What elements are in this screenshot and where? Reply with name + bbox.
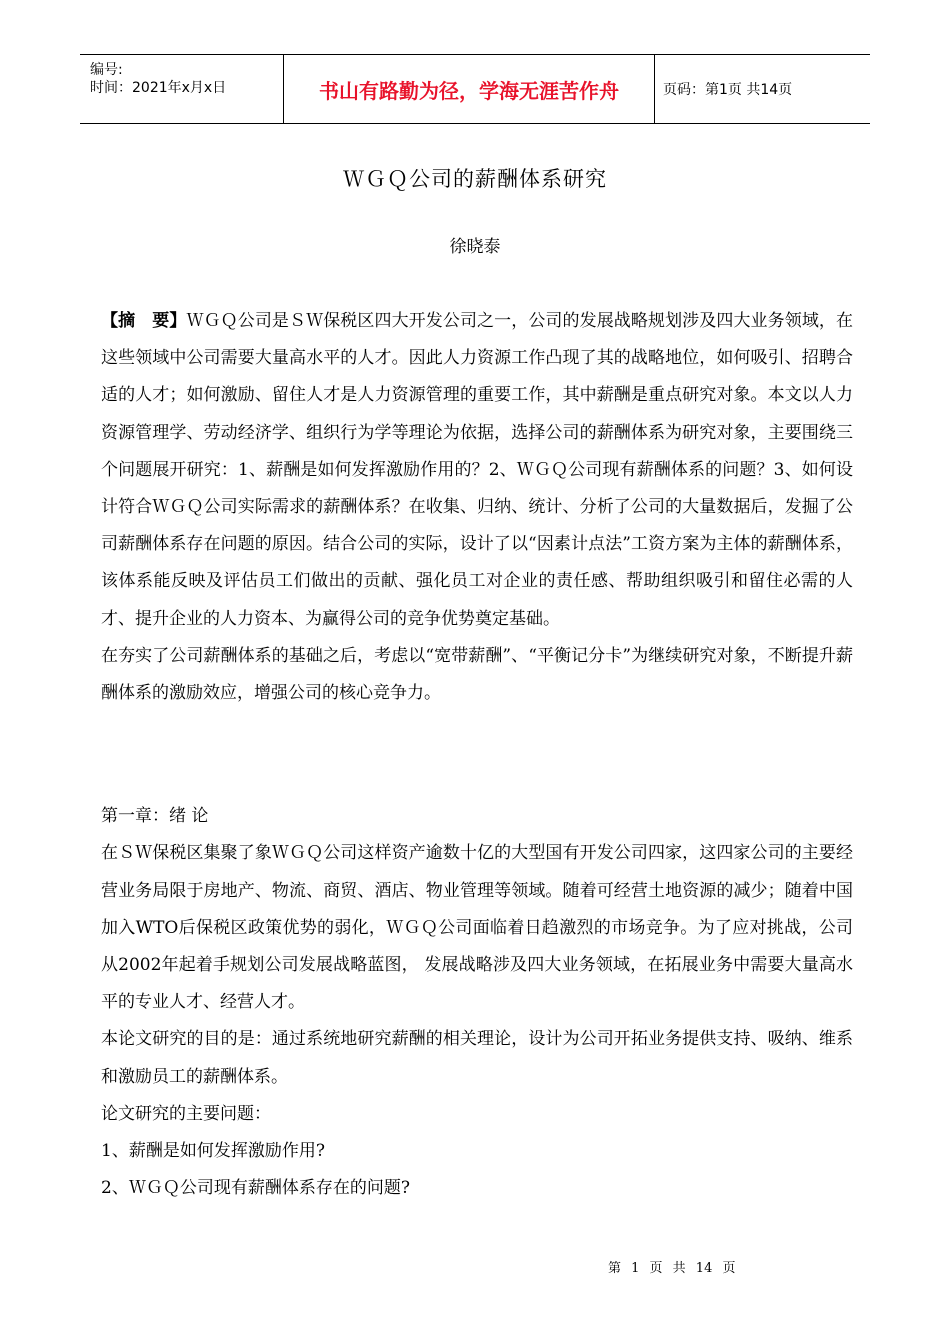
question-item-2: 2、ＷＧＱ公司现有薪酬体系存在的问题? [101, 1178, 410, 1199]
body-paragraph-3: 论文研究的主要问题： [101, 1103, 271, 1124]
document-title: ＷＧＱ公司的薪酬体系研究 [343, 167, 607, 191]
body-paragraph-1: 在ＳＷ保税区集聚了象ＷＧＱ公司这样资产逾数十亿的大型国有开发公司四家，这四家公司的主要经营业务局限于房地产、物流、商贸、酒店、物业管理等领域。随着可经营土地资源的减少；随着中国加入WTO后保税区政策优势的弱化，ＷＧＱ公司面临着日趋激烈的市场竞争。为了应对挑战，公司从2002年起着手规划公司发展战略蓝图， 发展战略涉及四大业务领域，在拓展业务中需要大量高水平的专业人才、经营人才。 [101, 843, 853, 1013]
header-meta [80, 55, 284, 123]
chapter-heading: 第一章：绪 论 [101, 806, 209, 827]
header-slogan: 书山有路勤为径，学海无涯苦作舟 [284, 55, 655, 123]
document-author: 徐晓泰 [449, 237, 501, 257]
abstract-paragraph-2: 在夯实了公司薪酬体系的基础之后，考虑以“宽带薪酬”、“平衡记分卡”为继续研究对象，不断提升薪酬体系的激励效应，增强公司的核心竞争力。 [101, 645, 853, 704]
body-paragraph-2: 本论文研究的目的是：通过系统地研究薪酬的相关理论，设计为公司开拓业务提供支持、吸纳、维系和激励员工的薪酬体系。 [101, 1029, 853, 1087]
header-page-code: 页码：第1页 共14页 [663, 82, 793, 98]
page-header [80, 54, 870, 124]
document-time-label: 时间：2021年x月x日 [90, 80, 227, 96]
document-number-label: 编号: [90, 62, 123, 78]
question-item-1: 1、薪酬是如何发挥激励作用? [101, 1141, 325, 1162]
page-footer: 第 1 页 共 14 页 [608, 1261, 736, 1276]
document-body [101, 303, 853, 1207]
section-spacer [101, 712, 853, 798]
abstract-paragraph [101, 303, 853, 638]
abstract-text: ＷＧＱ公司是ＳＷ保税区四大开发公司之一，公司的发展战略规划涉及四大业务领域，在这些领域中公司需要大量高水平的人才。因此人力资源工作凸现了其的战略地位，如何吸引、招聘合适的人才；如何激励、留住人才是人力资源管理的重要工作，其中薪酬是重点研究对象。本文以人力资源管理学、劳动经济学、组织行为学等理论为依据，选择公司的薪酬体系为研究对象，主要围绕三个问题展开研究：1、薪酬是如何发挥激励作用的？2、ＷＧＱ公司现有薪酬体系的问题？3、如何设计符合ＷＧＱ公司实际需求的薪酬体系？在收集、归纳、统计、分析了公司的大量数据后，发掘了公司薪酬体系存在问题的原因。结合公司的实际，设计了以“因素计点法”工资方案为主体的薪酬体系，该体系能反映及评估员工们做出的贡献、强化员工对企业的责任感、帮助组织吸引和留住必需的人才、提升企业的人力资本、为赢得公司的竞争优势奠定基础。 [101, 311, 854, 629]
abstract-label: 【摘 要】 [101, 311, 187, 331]
